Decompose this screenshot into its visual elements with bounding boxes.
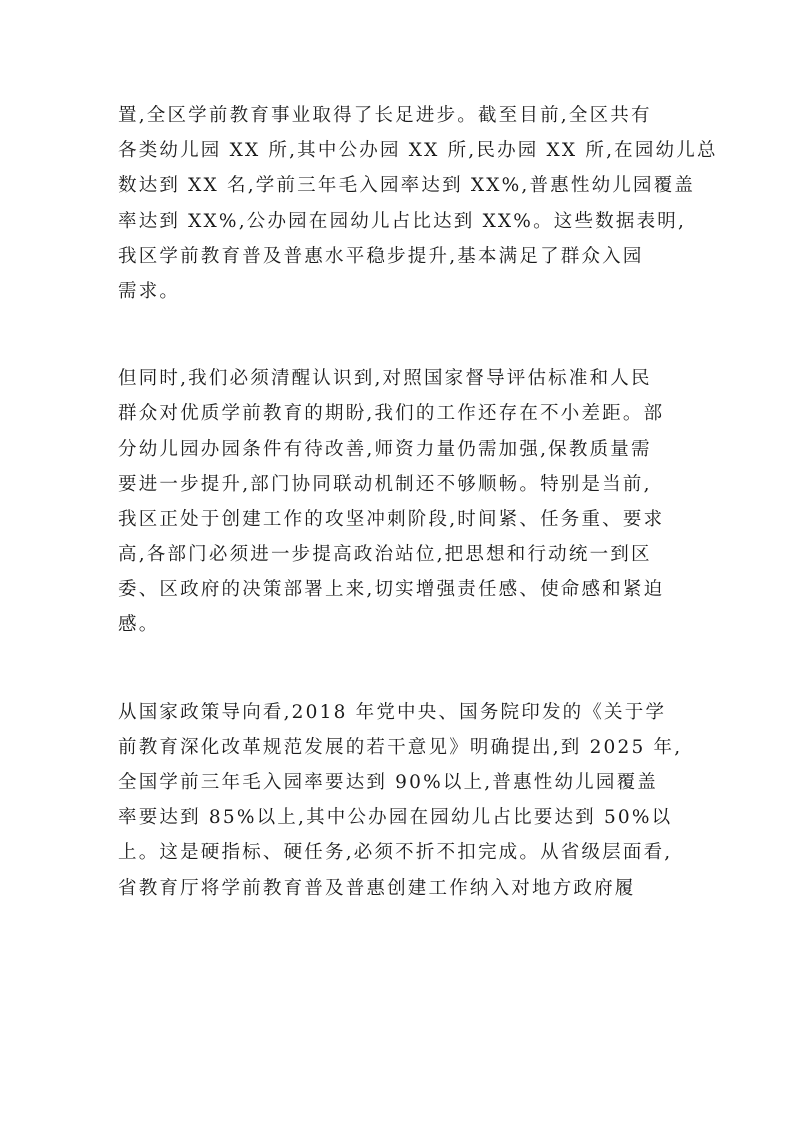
text-line: 数达到 XX 名,学前三年毛入园率达到 XX%,普惠性幼儿园覆盖 (118, 175, 696, 197)
text-line: 各类幼儿园 XX 所,其中公办园 XX 所,民办园 XX 所,在园幼儿总 (118, 140, 718, 162)
text-line: 感。 (118, 614, 160, 636)
text-line: 从国家政策导向看,2018 年党中央、国务院印发的《关于学 (118, 701, 667, 723)
text-line: 全国学前三年毛入园率要达到 90%以上,普惠性幼儿园覆盖 (118, 772, 658, 793)
text-line: 率达到 XX%,公办园在园幼儿占比达到 XX%。这些数据表明, (118, 210, 687, 232)
text-line: 群众对优质学前教育的期盼,我们的工作还存在不小差距。部 (118, 403, 665, 425)
text-line: 前教育深化改革规范发展的若干意见》明确提出,到 2025 年, (118, 736, 683, 758)
text-line: 置,全区学前教育事业取得了长足进步。截至目前,全区共有 (118, 105, 652, 126)
paragraph-spacer (118, 643, 678, 695)
text-line: 率要达到 85%以上,其中公办园在园幼儿占比要达到 50%以 (118, 807, 673, 829)
text-line: 高,各部门必须进一步提高政治站位,把思想和行动统一到区 (118, 544, 652, 566)
paragraph-spacer (118, 309, 678, 361)
text-line: 委、区政府的决策部署上来,切实增强责任感、使命感和紧迫 (118, 579, 665, 601)
text-line: 要进一步提升,部门协同联动机制还不够顺畅。特别是当前, (118, 473, 652, 495)
text-line: 上。这是硬指标、硬任务,必须不折不扣完成。从省级层面看, (118, 842, 673, 864)
text-line: 但同时,我们必须清醒认识到,对照国家督导评估标准和人民 (118, 368, 652, 390)
text-line: 省教育厅将学前教育普及普惠创建工作纳入对地方政府履 (118, 877, 636, 899)
text-line: 我区学前教育普及普惠水平稳步提升,基本满足了群众入园 (118, 245, 644, 267)
document-page (118, 98, 718, 906)
text-line: 需求。 (118, 280, 181, 302)
text-line: 我区正处于创建工作的攻坚冲刺阶段,时间紧、任务重、要求 (118, 508, 665, 530)
text-line: 分幼儿园办园条件有待改善,师资力量仍需加强,保教质量需 (118, 438, 652, 460)
paragraph-2 (118, 361, 678, 643)
paragraph-1 (118, 98, 718, 309)
paragraph-3 (118, 695, 683, 906)
